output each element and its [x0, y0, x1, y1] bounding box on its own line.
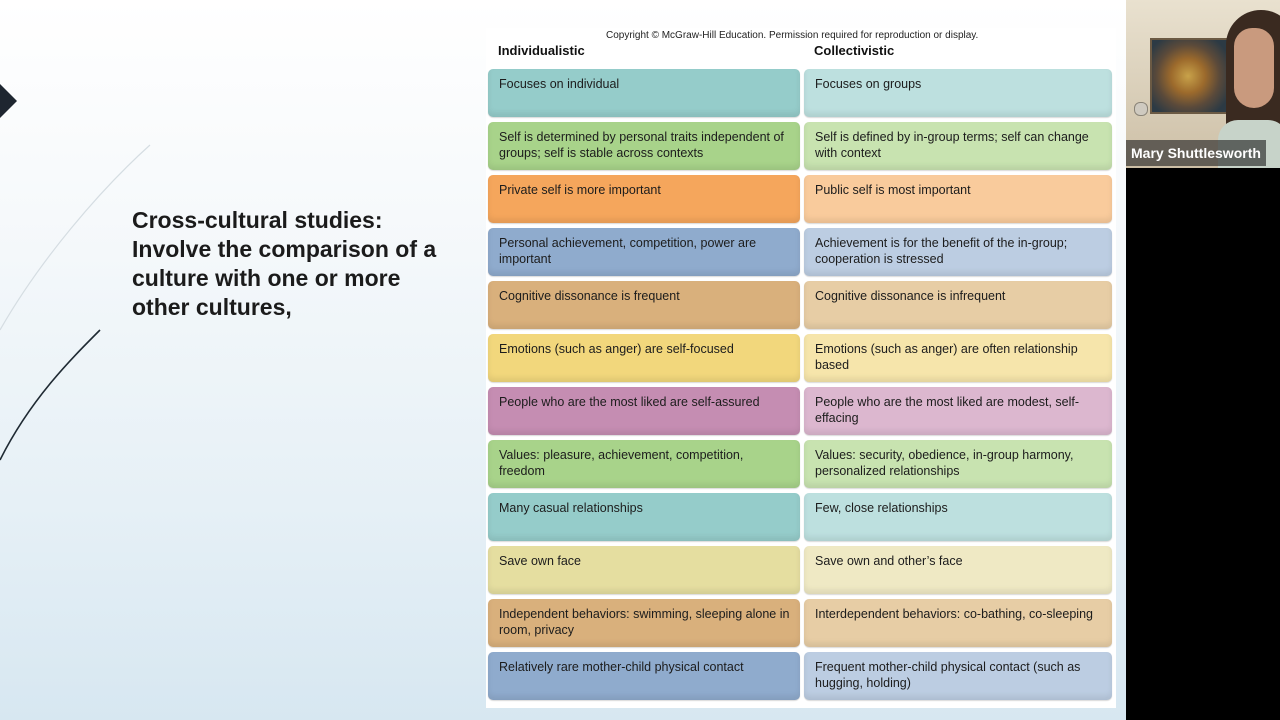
- individualistic-cell: Save own face: [488, 546, 800, 594]
- heading-line: Cross-cultural studies:: [132, 207, 383, 233]
- slide-arrow-icon: [0, 84, 17, 118]
- individualistic-cell: Private self is more important: [488, 175, 800, 223]
- participant-face: [1234, 28, 1274, 108]
- collectivistic-cell: People who are the most liked are modest, self-effacing: [804, 387, 1112, 435]
- slide-heading: [132, 206, 472, 322]
- collectivistic-cell: Few, close relationships: [804, 493, 1112, 541]
- individualistic-cell: Emotions (such as anger) are self-focused: [488, 334, 800, 382]
- collectivistic-cell: Interdependent behaviors: co-bathing, co-sleeping: [804, 599, 1112, 647]
- individualistic-cell: Relatively rare mother-child physical contact: [488, 652, 800, 700]
- column-header-collectivistic: Collectivistic: [814, 43, 895, 58]
- individualistic-cell: Focuses on individual: [488, 69, 800, 117]
- individualistic-cell: Cognitive dissonance is frequent: [488, 281, 800, 329]
- collectivistic-cell: Frequent mother-child physical contact (such as hugging, holding): [804, 652, 1112, 700]
- decorative-swoosh: [0, 0, 480, 720]
- column-header-individualistic: Individualistic: [498, 43, 585, 58]
- participant-name-label: Mary Shuttlesworth: [1126, 140, 1266, 166]
- individualistic-cell: Personal achievement, competition, power are important: [488, 228, 800, 276]
- heading-line: culture with one or more: [132, 265, 401, 291]
- individualistic-cell: Self is determined by personal traits independent of groups; self is stable across contexts: [488, 122, 800, 170]
- individualistic-cell: People who are the most liked are self-assured: [488, 387, 800, 435]
- collectivistic-cell: Public self is most important: [804, 175, 1112, 223]
- heading-line: other cultures,: [132, 294, 292, 320]
- collectivistic-cell: Self is defined by in-group terms; self can change with context: [804, 122, 1112, 170]
- copyright-notice: Copyright © McGraw-Hill Education. Permission required for reproduction or display.: [606, 30, 979, 41]
- individualistic-cell: Independent behaviors: swimming, sleeping alone in room, privacy: [488, 599, 800, 647]
- collectivistic-cell: Emotions (such as anger) are often relationship based: [804, 334, 1112, 382]
- wall-painting: [1150, 38, 1234, 114]
- individualistic-cell: Many casual relationships: [488, 493, 800, 541]
- collectivistic-cell: Achievement is for the benefit of the in-group; cooperation is stressed: [804, 228, 1112, 276]
- collectivistic-cell: Focuses on groups: [804, 69, 1112, 117]
- collectivistic-cell: Cognitive dissonance is infrequent: [804, 281, 1112, 329]
- heading-line: Involve the comparison of a: [132, 236, 437, 262]
- collectivistic-cell: Save own and other’s face: [804, 546, 1112, 594]
- lamp: [1134, 102, 1148, 116]
- individualistic-cell: Values: pleasure, achievement, competition, freedom: [488, 440, 800, 488]
- collectivistic-cell: Values: security, obedience, in-group harmony, personalized relationships: [804, 440, 1112, 488]
